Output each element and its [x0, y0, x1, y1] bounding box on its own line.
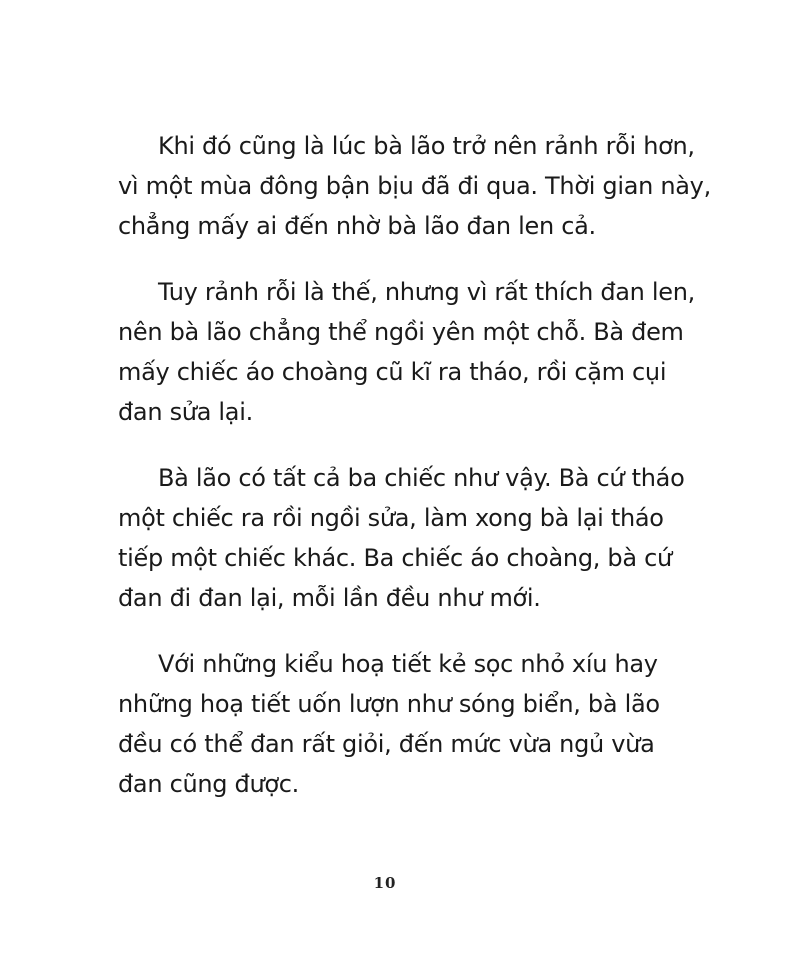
paragraph-line: Với những kiểu hoạ tiết kẻ sọc nhỏ xíu hay — [158, 650, 658, 678]
paragraph-line: mấy chiếc áo choàng cũ kĩ ra tháo, rồi cặm cụi — [118, 358, 667, 386]
paragraph-line: những hoạ tiết uốn lượn như sóng biển, bà lão — [118, 690, 660, 718]
paragraph-line: một chiếc ra rồi ngồi sửa, làm xong bà lại tháo — [118, 504, 664, 532]
paragraph-line: đan đi đan lại, mỗi lần đều như mới. — [118, 584, 541, 612]
paragraph-3 — [118, 458, 685, 618]
paragraph-4 — [118, 644, 678, 804]
page-number: 10 — [373, 874, 397, 892]
paragraph-line: đan cũng được. — [118, 770, 300, 798]
paragraph-line: đan sửa lại. — [118, 398, 253, 426]
paragraph-line: chẳng mấy ai đến nhờ bà lão đan len cả. — [118, 212, 596, 240]
paragraph-line: tiếp một chiếc khác. Ba chiếc áo choàng, bà cứ — [118, 544, 672, 572]
paragraph-line: vì một mùa đông bận bịu đã đi qua. Thời gian này, — [118, 172, 711, 200]
paragraph-line: nên bà lão chẳng thể ngồi yên một chỗ. Bà đem — [118, 318, 684, 346]
paragraph-1 — [118, 126, 711, 246]
paragraph-line: Bà lão có tất cả ba chiếc như vậy. Bà cứ tháo — [158, 464, 685, 492]
paragraph-line: Khi đó cũng là lúc bà lão trở nên rảnh rỗi hơn, — [158, 132, 695, 160]
paragraph-line: Tuy rảnh rỗi là thế, nhưng vì rất thích đan len, — [158, 278, 695, 306]
paragraph-2 — [118, 272, 695, 432]
paragraph-line: đều có thể đan rất giỏi, đến mức vừa ngủ vừa — [118, 730, 655, 758]
